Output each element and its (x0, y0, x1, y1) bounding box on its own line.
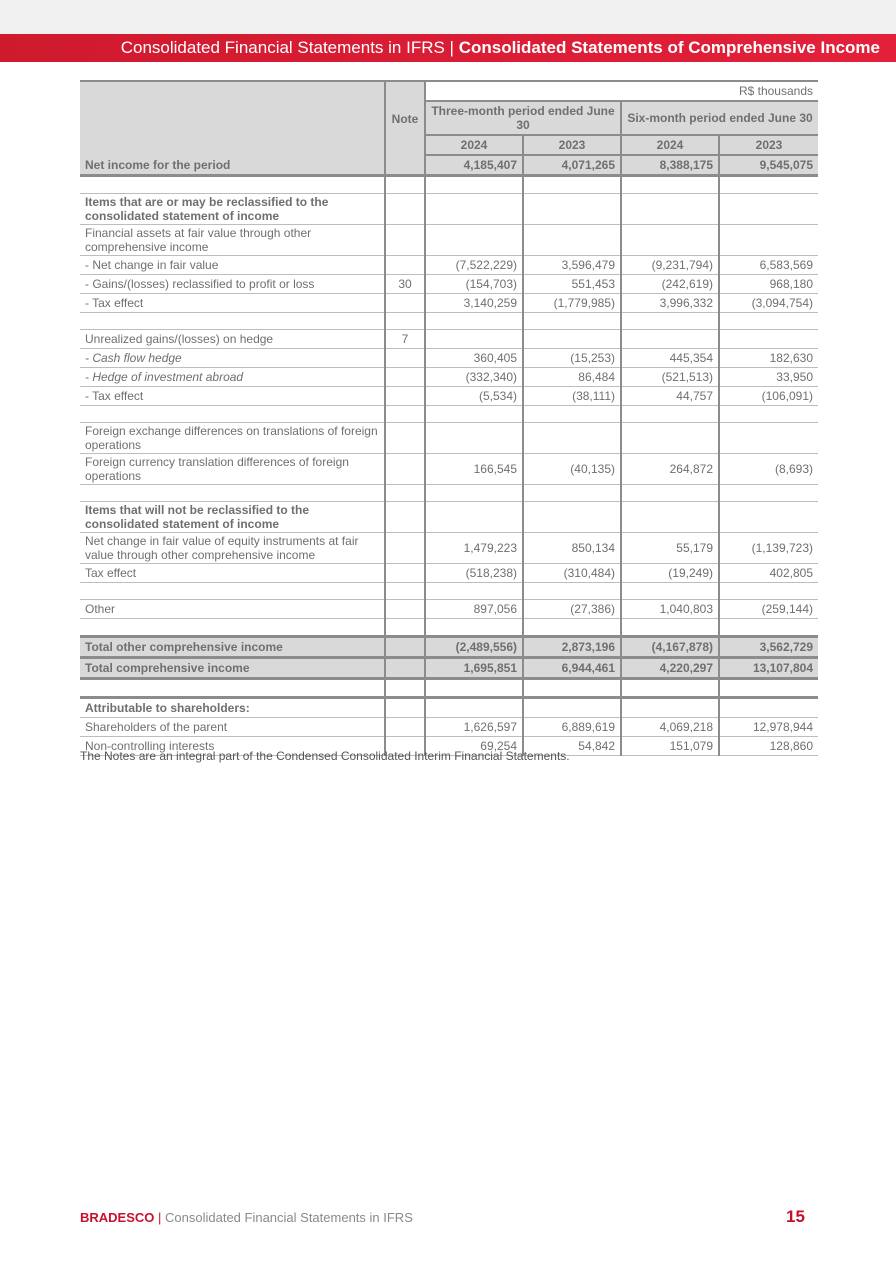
row-label: Other (80, 600, 385, 619)
row-value: (4,167,878) (621, 637, 719, 658)
row-value: 6,583,569 (719, 256, 818, 275)
row-value: 264,872 (621, 454, 719, 485)
spacer-row (80, 176, 818, 194)
row-value: (15,253) (523, 349, 621, 368)
row-value: 13,107,804 (719, 658, 818, 679)
row-value: (19,249) (621, 564, 719, 583)
row-value: (310,484) (523, 564, 621, 583)
row-label: Foreign currency translation differences of foreign operations (80, 454, 385, 485)
section-heading: Items that will not be reclassified to the consolidated statement of income (80, 502, 385, 533)
row-value: 182,630 (719, 349, 818, 368)
row-value: 1,040,803 (621, 600, 719, 619)
row-value: 1,626,597 (425, 718, 523, 737)
row-value: 3,140,259 (425, 294, 523, 313)
row-value: 166,545 (425, 454, 523, 485)
year-header: 2024 (621, 135, 719, 155)
spacer-row (80, 679, 818, 698)
row-label: Net income for the period (80, 155, 385, 176)
row-value: (7,522,229) (425, 256, 523, 275)
row-label: - Tax effect (80, 294, 385, 313)
row-value: 1,479,223 (425, 533, 523, 564)
table-row-tax-effect (80, 387, 818, 406)
row-note (385, 718, 425, 737)
footnote: The Notes are an integral part of the Condensed Consolidated Interim Financial Statements. (80, 749, 570, 763)
header-row-units (80, 81, 818, 101)
year-header: 2023 (719, 135, 818, 155)
row-value: 86,484 (523, 368, 621, 387)
row-value: (38,111) (523, 387, 621, 406)
row-note (385, 564, 425, 583)
row-label: - Tax effect (80, 387, 385, 406)
row-value: 4,069,218 (621, 718, 719, 737)
table-row-not-reclass-header (80, 502, 818, 533)
table-row-total-oci (80, 637, 818, 658)
table-row-fx-header (80, 423, 818, 454)
section-heading: Attributable to shareholders: (80, 698, 385, 718)
year-header: 2024 (425, 135, 523, 155)
row-value: 445,354 (621, 349, 719, 368)
row-value: 3,996,332 (621, 294, 719, 313)
spacer-row (80, 313, 818, 330)
row-value: 360,405 (425, 349, 523, 368)
table-row-tax-effect (80, 564, 818, 583)
row-note (385, 294, 425, 313)
table-row-cash-flow-hedge (80, 349, 818, 368)
footer-title: Consolidated Financial Statements in IFRS (165, 1210, 413, 1225)
row-value: 151,079 (621, 737, 719, 756)
row-value: (3,094,754) (719, 294, 818, 313)
row-value: (1,139,723) (719, 533, 818, 564)
row-label: - Cash flow hedge (80, 349, 385, 368)
row-value: 54,842 (523, 737, 621, 756)
row-value: 6,889,619 (523, 718, 621, 737)
row-value: 9,545,075 (719, 155, 818, 176)
row-label: - Gains/(losses) reclassified to profit or loss (80, 275, 385, 294)
row-note (385, 368, 425, 387)
table-row-fa-header (80, 225, 818, 256)
banner-section-title: Consolidated Financial Statements in IFRS | (120, 38, 459, 57)
footer-separator: | (154, 1210, 166, 1225)
row-value: (5,534) (425, 387, 523, 406)
table-row-equity-fair-value (80, 533, 818, 564)
row-value: (8,693) (719, 454, 818, 485)
row-note (385, 256, 425, 275)
subsection-heading: Unrealized gains/(losses) on hedge (80, 330, 385, 349)
row-note (385, 600, 425, 619)
row-value: (154,703) (425, 275, 523, 294)
comprehensive-income-table (80, 80, 818, 756)
row-value: (259,144) (719, 600, 818, 619)
row-value: 897,056 (425, 600, 523, 619)
row-value: 3,596,479 (523, 256, 621, 275)
table-row-hedge-abroad (80, 368, 818, 387)
three-month-period-header: Three-month period ended June 30 (425, 101, 621, 135)
row-value: 4,185,407 (425, 155, 523, 176)
row-value: (1,779,985) (523, 294, 621, 313)
row-value: 1,695,851 (425, 658, 523, 679)
table-row-net-change-fair-value (80, 256, 818, 275)
units-label: R$ thousands (425, 81, 818, 101)
row-label: Total other comprehensive income (80, 637, 385, 658)
spacer-row (80, 583, 818, 600)
table-row-hedge-header (80, 330, 818, 349)
table-row-parent (80, 718, 818, 737)
subsection-heading: Foreign exchange differences on translations of foreign operations (80, 423, 385, 454)
note-column-header: Note (385, 81, 425, 155)
table-row-net-income (80, 155, 818, 176)
row-label: Net change in fair value of equity instruments at fair value through other comprehensive income (80, 533, 385, 564)
top-strip (0, 0, 896, 34)
row-value: 402,805 (719, 564, 818, 583)
row-value: 850,134 (523, 533, 621, 564)
subsection-heading: Financial assets at fair value through other comprehensive income (80, 225, 385, 256)
spacer-row (80, 485, 818, 502)
brand-name: BRADESCO (80, 1210, 155, 1225)
table-row-tax-effect (80, 294, 818, 313)
row-value: 128,860 (719, 737, 818, 756)
header-label-cell (80, 81, 385, 155)
row-value: (27,386) (523, 600, 621, 619)
row-value: 551,453 (523, 275, 621, 294)
row-value: (518,238) (425, 564, 523, 583)
row-value: (106,091) (719, 387, 818, 406)
row-note: 7 (385, 330, 425, 349)
row-value: 4,220,297 (621, 658, 719, 679)
row-value: 4,071,265 (523, 155, 621, 176)
row-label: - Net change in fair value (80, 256, 385, 275)
row-note (385, 155, 425, 176)
row-value: 33,950 (719, 368, 818, 387)
year-header: 2023 (523, 135, 621, 155)
table-row-fx-translation (80, 454, 818, 485)
section-heading: Items that are or may be reclassified to the consolidated statement of income (80, 194, 385, 225)
row-label: Tax effect (80, 564, 385, 583)
table-row-other (80, 600, 818, 619)
row-value: 8,388,175 (621, 155, 719, 176)
row-value: (521,513) (621, 368, 719, 387)
row-note (385, 533, 425, 564)
six-month-period-header: Six-month period ended June 30 (621, 101, 818, 135)
row-value: 55,179 (621, 533, 719, 564)
row-value: 12,978,944 (719, 718, 818, 737)
page-number: 15 (786, 1207, 805, 1226)
row-label: Non-controlling interests (80, 737, 385, 756)
row-value: (9,231,794) (621, 256, 719, 275)
row-value: (332,340) (425, 368, 523, 387)
page-footer (80, 1210, 413, 1225)
row-value: (242,619) (621, 275, 719, 294)
row-note: 30 (385, 275, 425, 294)
row-note (385, 658, 425, 679)
row-label: - Hedge of investment abroad (80, 368, 385, 387)
row-value: 2,873,196 (523, 637, 621, 658)
row-note (385, 454, 425, 485)
table-row-attrib-header (80, 698, 818, 718)
spacer-row (80, 619, 818, 637)
row-value: 968,180 (719, 275, 818, 294)
table-row-reclass-header (80, 194, 818, 225)
banner-statement-title: Consolidated Statements of Comprehensive Income (458, 38, 880, 57)
table-row-total-ci (80, 658, 818, 679)
row-value: 69,254 (425, 737, 523, 756)
row-note (385, 387, 425, 406)
row-note (385, 637, 425, 658)
row-value: (40,135) (523, 454, 621, 485)
row-label: Total comprehensive income (80, 658, 385, 679)
row-label: Shareholders of the parent (80, 718, 385, 737)
row-value: 6,944,461 (523, 658, 621, 679)
row-value: 44,757 (621, 387, 719, 406)
row-value: (2,489,556) (425, 637, 523, 658)
table-row-gains-reclassified (80, 275, 818, 294)
page-header-banner (0, 34, 896, 62)
row-value: 3,562,729 (719, 637, 818, 658)
row-note (385, 349, 425, 368)
spacer-row (80, 406, 818, 423)
